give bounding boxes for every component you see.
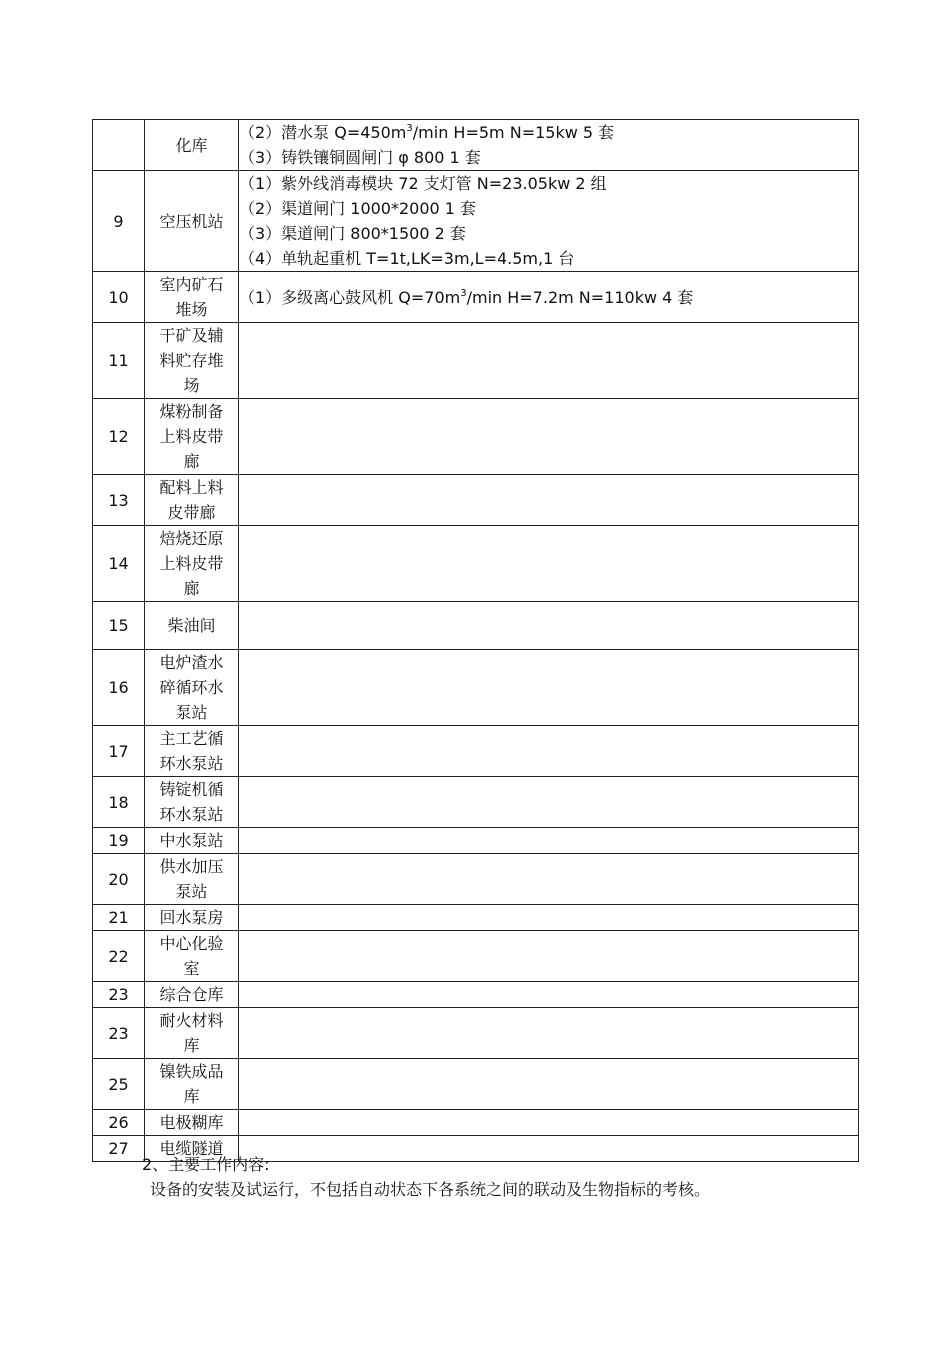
facility-name-cell (145, 854, 239, 905)
table-row (93, 777, 859, 828)
row-number-cell: 17 (93, 726, 145, 777)
facility-name-cell (145, 475, 239, 526)
table-row (93, 931, 859, 982)
row-number-cell: 14 (93, 526, 145, 602)
equipment-line: （3）渠道闸门 800*1500 2 套 (239, 224, 466, 243)
row-number-cell: 26 (93, 1110, 145, 1136)
facility-name: 综合仓库 (159, 985, 224, 1004)
equipment-cell (239, 777, 859, 828)
row-number-cell: 9 (93, 171, 145, 272)
table-row (93, 828, 859, 854)
equipment-line: （2）潜水泵 $Q=450m^3/\min$ H=5m N=15kw 5 套 (239, 123, 615, 142)
work-content-section (142, 1152, 782, 1202)
equipment-table (92, 119, 859, 1162)
row-number-cell: 16 (93, 650, 145, 726)
table-row (93, 323, 859, 399)
table-body (93, 120, 859, 1162)
equipment-cell (239, 828, 859, 854)
facility-name-cell (145, 1110, 239, 1136)
equipment-cell (239, 905, 859, 931)
facility-name-cell (145, 323, 239, 399)
row-number-cell: 25 (93, 1059, 145, 1110)
facility-name: 电缆隧道 (159, 1139, 224, 1158)
equipment-cell (239, 1059, 859, 1110)
equipment-cell (239, 1110, 859, 1136)
table-row (93, 602, 859, 650)
table-row (93, 475, 859, 526)
equipment-cell (239, 602, 859, 650)
facility-name: 中心化验 室 (159, 934, 224, 978)
facility-name-cell (145, 120, 239, 171)
row-number-cell: 27 (93, 1136, 145, 1162)
facility-name: 回水泵房 (159, 908, 224, 927)
facility-name-cell (145, 931, 239, 982)
equipment-cell (239, 399, 859, 475)
facility-name-cell (145, 650, 239, 726)
equipment-line: （1）多级离心鼓风机 $Q=70m^3/\min$ H=7.2m N=110kw 4 套 (239, 287, 694, 307)
table-row (93, 982, 859, 1008)
table-row (93, 120, 859, 171)
facility-name-cell (145, 982, 239, 1008)
row-number-cell: 19 (93, 828, 145, 854)
section-body: 设备的安装及试运行，不包括自动状态下各系统之间的联动及生物指标的考核。 (150, 1180, 711, 1199)
table-row (93, 399, 859, 475)
facility-name: 煤粉制备 上料皮带 廊 (159, 402, 224, 471)
equipment-cell (239, 726, 859, 777)
equipment-cell (239, 526, 859, 602)
equipment-line: （1）紫外线消毒模块 72 支灯管 N=23.05kw 2 组 (239, 174, 607, 193)
row-number-cell: 10 (93, 272, 145, 323)
facility-name-cell (145, 602, 239, 650)
equipment-line: （2）渠道闸门 1000*2000 1 套 (239, 199, 477, 218)
section-heading: 2、主要工作内容: (142, 1155, 270, 1174)
facility-name: 耐火材料 库 (159, 1011, 224, 1055)
equipment-line: （3）铸铁镶铜圆闸门 φ 800 1 套 (239, 148, 481, 167)
table-row (93, 854, 859, 905)
row-number-cell: 11 (93, 323, 145, 399)
facility-name: 干矿及辅 料贮存堆 场 (159, 326, 224, 395)
facility-name: 空压机站 (159, 211, 224, 231)
facility-name-cell (145, 828, 239, 854)
facility-name: 镍铁成品 库 (159, 1062, 224, 1106)
equipment-cell (239, 982, 859, 1008)
row-number-cell: 18 (93, 777, 145, 828)
equipment-cell (239, 650, 859, 726)
facility-name: 电炉渣水 碎循环水 泵站 (159, 653, 224, 722)
facility-name-cell (145, 399, 239, 475)
equipment-cell (239, 931, 859, 982)
facility-name: 柴油间 (167, 616, 216, 635)
equipment-cell (239, 1008, 859, 1059)
facility-name-cell (145, 1059, 239, 1110)
equipment-cell (239, 120, 859, 171)
facility-name: 电极糊库 (159, 1113, 224, 1132)
equipment-line: （4）单轨起重机 T=1t,LK=3m,L=4.5m,1 台 (239, 249, 575, 268)
row-number-cell: 15 (93, 602, 145, 650)
table-row (93, 171, 859, 272)
facility-name: 室内矿石 堆场 (159, 275, 224, 319)
facility-name-cell (145, 1008, 239, 1059)
row-number-cell: 23 (93, 1008, 145, 1059)
row-number-cell (93, 120, 145, 171)
facility-name-cell (145, 726, 239, 777)
table-row (93, 726, 859, 777)
row-number-cell: 12 (93, 399, 145, 475)
facility-name: 化库 (175, 135, 208, 155)
row-number-cell: 20 (93, 854, 145, 905)
table-row (93, 650, 859, 726)
facility-name: 铸锭机循 环水泵站 (159, 780, 224, 824)
row-number-cell: 13 (93, 475, 145, 526)
facility-name: 中水泵站 (159, 831, 224, 850)
equipment-cell (239, 475, 859, 526)
facility-name-cell (145, 272, 239, 323)
facility-name: 焙烧还原 上料皮带 廊 (159, 529, 224, 598)
table-row (93, 1059, 859, 1110)
table-row (93, 272, 859, 323)
facility-name-cell (145, 905, 239, 931)
row-number-cell: 23 (93, 982, 145, 1008)
facility-name-cell (145, 777, 239, 828)
table-row (93, 526, 859, 602)
facility-name-cell (145, 526, 239, 602)
facility-name: 配料上料 皮带廊 (159, 478, 224, 522)
facility-name: 供水加压 泵站 (159, 857, 224, 901)
facility-name-cell (145, 171, 239, 272)
equipment-cell (239, 323, 859, 399)
table-row (93, 1008, 859, 1059)
table-row (93, 1110, 859, 1136)
equipment-cell (239, 854, 859, 905)
row-number-cell: 21 (93, 905, 145, 931)
equipment-cell (239, 272, 859, 323)
table-row (93, 905, 859, 931)
row-number-cell: 22 (93, 931, 145, 982)
equipment-cell (239, 171, 859, 272)
facility-name: 主工艺循 环水泵站 (159, 729, 224, 773)
